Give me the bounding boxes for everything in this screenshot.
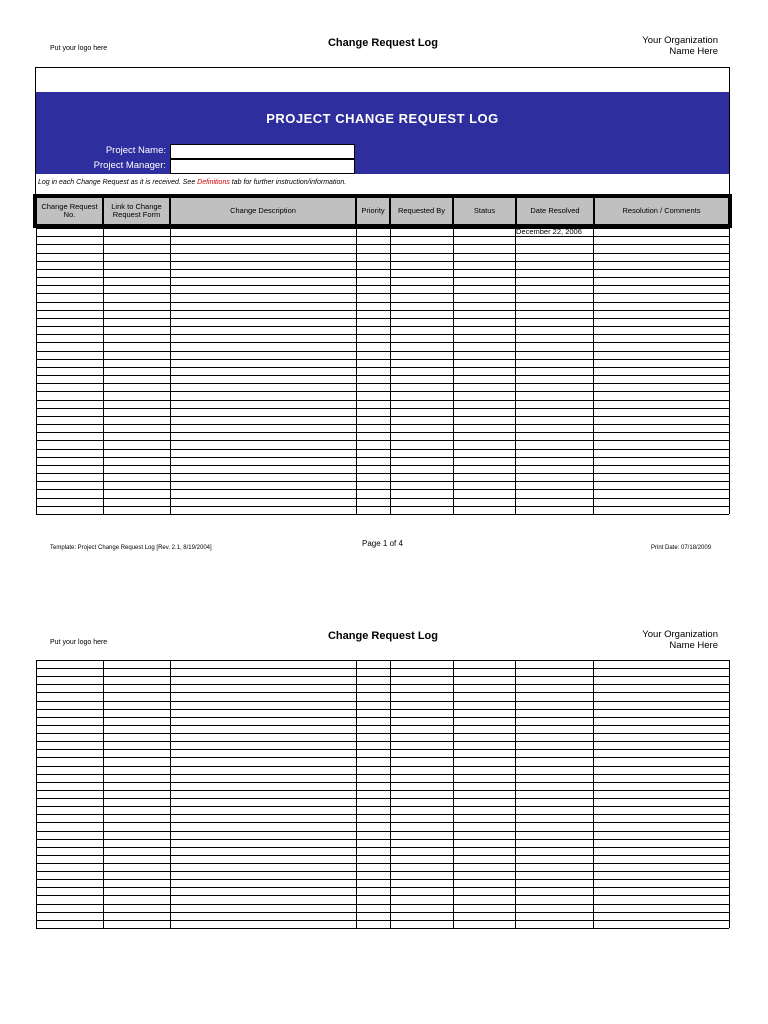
table-row xyxy=(36,871,729,872)
table-column-line xyxy=(103,228,104,514)
table-row xyxy=(36,701,729,702)
table-column-line xyxy=(515,228,516,514)
table-row xyxy=(36,790,729,791)
instructions-after: tab for further instruction/information. xyxy=(229,179,347,186)
table-row xyxy=(36,920,729,921)
table-row xyxy=(36,847,729,848)
table-column-line xyxy=(593,228,594,514)
table-column-line xyxy=(36,228,37,514)
table-row xyxy=(36,293,729,294)
table-row xyxy=(36,725,729,726)
table-row xyxy=(36,684,729,685)
table-column-line xyxy=(390,228,391,514)
table-row xyxy=(36,473,729,474)
table-row xyxy=(36,514,729,515)
definitions-link[interactable]: Definitions xyxy=(197,179,230,186)
table-row xyxy=(36,879,729,880)
table-row xyxy=(36,774,729,775)
instructions-before: Log in each Change Request as it is received. See xyxy=(38,179,198,186)
table-row xyxy=(36,391,729,392)
table-row xyxy=(36,895,729,896)
table-row xyxy=(36,822,729,823)
print-date: Print Date: 07/18/2009 xyxy=(651,545,712,551)
table-row xyxy=(36,863,729,864)
table-row xyxy=(36,717,729,718)
document-title-page2: Change Request Log xyxy=(327,630,438,642)
column-header-request-no: Change Request No. xyxy=(37,198,102,224)
table-row xyxy=(36,709,729,710)
column-header-link: Link to Change Request Form xyxy=(104,198,169,224)
organization-name xyxy=(578,35,718,57)
table-row xyxy=(36,375,729,376)
table-row xyxy=(36,465,729,466)
table-row xyxy=(36,236,729,237)
org-line-2-page2: Name Here xyxy=(669,640,718,651)
table-column-line xyxy=(453,660,454,928)
table-row xyxy=(36,440,729,441)
table-row xyxy=(36,424,729,425)
table-row xyxy=(36,676,729,677)
project-name-label: Project Name: xyxy=(36,144,170,159)
table-row xyxy=(36,668,729,669)
table-row xyxy=(36,359,729,360)
table-row xyxy=(36,928,729,929)
table-column-line xyxy=(593,660,594,928)
template-info: Template: Project Change Request Log [Rev. 2.1, 8/19/2004] xyxy=(50,545,212,551)
table-column-line xyxy=(729,660,730,928)
column-header-priority: Priority xyxy=(357,198,389,224)
table-row xyxy=(36,253,729,254)
table-row xyxy=(36,351,729,352)
table-row xyxy=(36,757,729,758)
column-header-requested-by: Requested By xyxy=(391,198,452,224)
column-header-date-resolved: Date Resolved xyxy=(517,198,593,224)
table-row xyxy=(36,416,729,417)
table-header xyxy=(33,194,732,228)
table-row xyxy=(36,318,729,319)
table-row xyxy=(36,342,729,343)
table-row xyxy=(36,326,729,327)
table-row xyxy=(36,302,729,303)
table-row xyxy=(36,855,729,856)
logo-placeholder-page2: Put your logo here xyxy=(50,639,108,646)
table-row xyxy=(36,244,729,245)
table-row xyxy=(36,904,729,905)
table-row xyxy=(36,839,729,840)
table-column-line xyxy=(170,228,171,514)
log-banner xyxy=(36,92,729,144)
project-name-field[interactable] xyxy=(170,144,355,159)
table-row xyxy=(36,408,729,409)
table-row xyxy=(36,692,729,693)
table-row xyxy=(36,806,729,807)
table-row xyxy=(36,782,729,783)
table-row xyxy=(36,766,729,767)
table-row xyxy=(36,449,729,450)
table-row xyxy=(36,660,729,661)
date-resolved-cell[interactable]: December 22, 2006 xyxy=(516,227,582,236)
table-column-line xyxy=(36,660,37,928)
column-header-description: Change Description xyxy=(171,198,355,224)
table-row xyxy=(36,733,729,734)
table-row xyxy=(36,741,729,742)
project-manager-label: Project Manager: xyxy=(36,159,170,174)
table-column-line xyxy=(453,228,454,514)
table-row xyxy=(36,400,729,401)
table-row xyxy=(36,310,729,311)
org-line-1-page2: Your Organization xyxy=(642,629,718,640)
table-column-line xyxy=(390,660,391,928)
table-row xyxy=(36,367,729,368)
table-row xyxy=(36,269,729,270)
table-row xyxy=(36,912,729,913)
document-title: Change Request Log xyxy=(327,37,438,49)
table-column-line xyxy=(356,228,357,514)
table-row xyxy=(36,334,729,335)
org-line-1: Your Organization xyxy=(642,35,718,46)
table-row xyxy=(36,489,729,490)
instructions-text xyxy=(38,179,346,186)
table-row xyxy=(36,798,729,799)
table-row xyxy=(36,481,729,482)
table-column-line xyxy=(103,660,104,928)
table-column-line xyxy=(729,228,730,514)
table-row xyxy=(36,831,729,832)
column-header-status: Status xyxy=(454,198,515,224)
table-row xyxy=(36,432,729,433)
banner-title: PROJECT CHANGE REQUEST LOG xyxy=(266,110,499,126)
page-number: Page 1 of 4 xyxy=(362,539,403,548)
logo-placeholder: Put your logo here xyxy=(50,45,108,52)
banner-fill xyxy=(355,144,729,174)
table-row xyxy=(36,506,729,507)
table-column-line xyxy=(170,660,171,928)
org-line-2: Name Here xyxy=(669,46,718,57)
table-row xyxy=(36,383,729,384)
table-row xyxy=(36,498,729,499)
table-column-line xyxy=(356,660,357,928)
table-column-line xyxy=(515,660,516,928)
project-manager-field[interactable] xyxy=(170,159,355,174)
organization-name-page2 xyxy=(578,629,718,651)
table-row xyxy=(36,814,729,815)
table-row xyxy=(36,749,729,750)
table-row xyxy=(36,277,729,278)
table-row xyxy=(36,457,729,458)
table-row xyxy=(36,228,729,229)
table-row xyxy=(36,887,729,888)
column-header-resolution: Resolution / Comments xyxy=(595,198,728,224)
table-row xyxy=(36,285,729,286)
table-row xyxy=(36,261,729,262)
